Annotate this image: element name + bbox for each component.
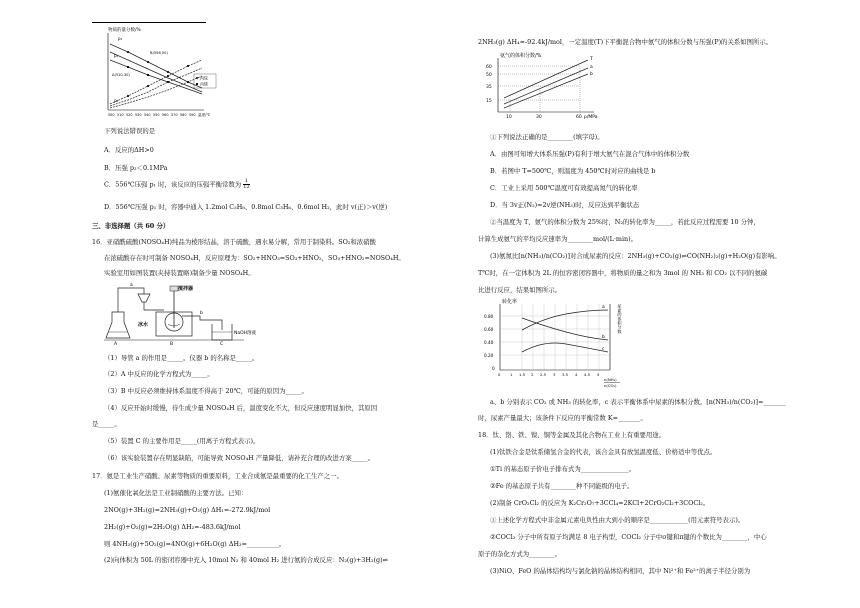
fig3-xticks (506, 114, 582, 120)
fig1-xtick: 530 (135, 113, 142, 117)
fig1-xlabel: 温度/℃ (198, 113, 211, 117)
fig4-grid (500, 304, 610, 370)
fig2-label-B: B (170, 342, 174, 346)
fig1-xtick: 500 (108, 113, 115, 117)
r-line-16: ①Ti 的基态原子价电子排布式为_______________。 (490, 465, 636, 473)
r-line-21: 原子的杂化方式为________。 (478, 550, 562, 558)
fig4-label-c: c (602, 347, 605, 352)
fig2-label-C: C (220, 342, 224, 346)
fig1-xtick: 580 (180, 113, 187, 117)
q15-option-c (104, 179, 250, 190)
fig2-label-stirrer: 搅拌器 (178, 286, 194, 292)
q16-sub-3: （3）B 中反应必须维持体系温度不得高于 20℃，可能的原因为_____。 (104, 387, 308, 395)
fig4-xtick: 2.5 (540, 372, 547, 377)
q15-option-c-text: C．556℃压强 p₁ 时，该反应的压强平衡常数为 (104, 180, 242, 189)
fig4-ytick: 0.80 (484, 314, 494, 319)
fig1-xtick: 560 (162, 113, 169, 117)
fig1-ylabel: 物质的量分数/% (108, 28, 141, 33)
r-line-7: ②当温度为 T、氨气的体积分数为 25%时，N₂的转化率为_____，若此反应过程需要 10 分钟， (490, 218, 760, 226)
fig2-funnel (138, 294, 150, 302)
fig3-ytick: 35 (486, 85, 492, 90)
r-line-22: (3)NiO、FeO 的晶体结构均与氯化钠的晶体结构相同，其中 Ni²⁺和 Fe²⁺的离子半径分别为 (490, 567, 751, 575)
r-line-15: (1)钛铁合金是钛系储氢合金的代表，该合金具有放氢温度低、价格适中等优点。 (490, 448, 717, 456)
fig4-ylabel: 转化率 (502, 299, 518, 305)
fig4-xtick: 4 (575, 372, 578, 377)
fig1-curve-propane-p2 (110, 52, 202, 92)
q16-sub-4a: （4）反应开始时缓慢，待生成少量 NOSO₄H 后，温度变化不大，但反应速度明显加快，其原因 (104, 404, 378, 412)
fig3-ytick: 60 (486, 65, 492, 70)
fig3-yticks (486, 64, 492, 104)
fig4-xlabel-num: n(NH₃) (604, 377, 617, 382)
fig2-label-a: a (130, 283, 133, 288)
fig3-chart (484, 50, 608, 122)
fig1-p2-label: p₂ (114, 53, 119, 58)
r-line-10: T℃时，在一定体积为 2L 的恒容密闭容器中，将物质的量之和为 3mol 的 NH₃ 和 CO₂ 以不同的氨碳 (478, 269, 768, 277)
q17-line-4: 2H₂(g)+O₂(g)=2H₂O(g) ΔH₂=-483.6kJ/mol (104, 523, 241, 531)
q17-line-3: 2NO(g)+3H₂(g)=2NH₃(g)+O₂(g) ΔH₁=-272.9kJ/mol (104, 506, 271, 514)
fig2-label-ice: 冰水 (138, 322, 149, 328)
fig4-ytick: 0.60 (484, 327, 494, 332)
fig3-label-b: b (590, 72, 593, 77)
fig4-xticks (498, 372, 600, 377)
fig3-ytick: 15 (486, 99, 492, 104)
fig2-apparatus (104, 282, 264, 346)
fig4-yticks (484, 314, 495, 371)
fig4-xtick: 0 (498, 372, 501, 377)
q16-sub-1: （1）导管 a 的作用是_____。仪器 b 的名称是_____。 (104, 354, 259, 362)
fig2-tube-a (118, 288, 144, 312)
fig4-chart (484, 296, 644, 390)
q17-line-2: (1)氨催化氧化法是工业制硝酸的主要方法。已知： (104, 489, 248, 497)
fig4-ytick: 0.20 (484, 353, 494, 358)
fig4-xtick: 4.5 (584, 372, 591, 377)
fig1-legend-propane: 丙烷 (200, 75, 208, 81)
fig1-p3-label: p₃ (114, 98, 119, 103)
q16-sub-4b: 是_____。 (92, 420, 121, 428)
r-line-4: B．若图中 T=500℃，则温度为 450℃时对应的曲线是 b (490, 167, 656, 175)
fig4-xtick: 3 (553, 372, 556, 377)
fig1-point-a: A(510,30) (112, 73, 130, 77)
fig2-tube-b (182, 316, 222, 330)
fig4-y2label: 尿素的体积分数 (617, 304, 623, 334)
r-line-5: C．工业上采用 500℃温度可有效提高氮气的转化率 (490, 184, 638, 192)
r-line-12: a、b 分别表示 CO₂ 或 NH₃ 的转化率，c 表示平衡体系中尿素的体积分数。[n(NH₃)/n(CO₂)]=_______ (490, 398, 786, 406)
q15-stem: 下列说法错误的是 (104, 127, 156, 135)
r-line-11: 比进行反应，结果如图所示。 (478, 286, 562, 294)
q15-option-b: B．压强 p₂＜0.1MPa (104, 164, 168, 172)
frac-num: 1 (244, 178, 249, 184)
q15-option-c-fraction (243, 179, 249, 190)
q16-sub-6: （6）该实验装置存在明显缺陷，可能导致 NOSO₄H 产量降低，请补充合理的改进方案_____。 (104, 454, 374, 462)
q15-option-d: D．556℃压强 p₁ 时，容器中通入 1.2mol C₃H₈、0.8mol C₃H₆、0.6mol H₂，此时 v(正)＞v(逆) (104, 203, 388, 211)
fig4-curve-c (522, 343, 608, 352)
fig1-xtick: 520 (126, 113, 133, 117)
fig1-xtick: 590 (189, 113, 196, 117)
fig3-xtick: 60 (576, 115, 582, 120)
fig4-curve-a (522, 310, 608, 330)
header-rule (92, 22, 206, 23)
fig4-xlabel-den: n(CO₂) (604, 383, 617, 388)
q16-sub-5: （5）装置 C 的主要作用是_____(用离子方程式表示)。 (104, 437, 260, 445)
fig4-ytick: 0 (492, 366, 495, 371)
fig3-xtick: 10 (506, 115, 512, 120)
r-line-9: (3)氨氮比[n(NH₃)/n(CO₂)]对合成尿素的反应：2NH₃(g)+CO₂(g)⇌CO(NH₂)₂(g)+H₂O(g)有影响。 (490, 252, 781, 260)
frac-den: 12 (243, 184, 250, 190)
fig4-ytick: 0.40 (484, 340, 494, 345)
r-line-18: (2)制备 CrO₂Cl₂ 的反应为 K₂Cr₂O₇+3CCl₄=2KCl+2CrO₂Cl₂+3COCl₂。 (490, 499, 710, 507)
r-line-3: A．由图可知增大体系压强(P)有利于增大氨气在混合气体中的体积分数 (490, 150, 690, 158)
fig3-xunit: p/MPa (584, 115, 598, 120)
r-line-14: 18．钛、铬、铁、镍、铜等金属及其化合物在工业上有重要用途。 (478, 431, 666, 439)
fig1-point-b: B(556,50) (150, 51, 168, 55)
r-line-6: D．当 3v正(N₂)=2v逆(NH₃)时，反应达到平衡状态 (490, 201, 640, 209)
fig1-markers (127, 51, 189, 97)
fig4-label-a: a (602, 305, 605, 310)
fig1-p1-label: p₁ (118, 36, 123, 41)
fig4-xtick: 1 (510, 372, 513, 377)
r-line-19: ①上述化学方程式中非金属元素电负性由大到小的顺序是____________(用元素符号表示)。 (490, 516, 745, 524)
fig3-xtick: 30 (536, 115, 542, 120)
fig2-flask-a (106, 312, 130, 338)
fig3-label-T: T (590, 57, 593, 62)
q16-line-2: 在浓硫酸存在时可制备 NOSO₄H，反应原理为：SO₂+HNO₃=SO₃+HNO₂，SO₃+HNO₂=NOSO₄H。 (104, 254, 405, 262)
q16-line-1: 16．亚硝酰硫酸(NOSO₄H)纯品为棱形结晶，溶于硫酸，遇水易分解，常用于制染料。SO₂和浓硝酸 (92, 238, 376, 246)
q17-line-6: (2)向体积为 50L 的密闭容器中充入 10mol N₂ 和 40mol H₂ 进行氨的合成反应：N₂(g)+3H₂(g)⇌ (104, 556, 388, 564)
r-line-2: ①下列说法正确的是________(填字母)。 (490, 133, 604, 141)
q15-option-a: A．反应的ΔH>0 (104, 146, 154, 154)
fig1-xtick: 550 (153, 113, 160, 117)
fig4-label-b: b (602, 335, 605, 340)
r-line-20: ②COCl₂ 分子中所有原子均满足 8 电子构型，COCl₂ 分子中σ键和π键的个数比为________，中心 (490, 533, 767, 541)
fig1-legend-propene: 丙烯 (200, 81, 208, 87)
q16-line-3: 实验室用如图装置(夹持装置略)制备少量 NOSO₄H。 (104, 269, 255, 277)
fig1-xtick: 570 (171, 113, 178, 117)
fig4-xtick: 1.5 (519, 372, 526, 377)
fig1-xtick: 540 (144, 113, 151, 117)
fig1-xtick: 510 (117, 113, 124, 117)
r-line-13: 时，尿素产量最大；该条件下反应的平衡常数 K=_______。 (478, 414, 647, 422)
fig1-chart (98, 24, 218, 122)
q16-sub-2: （2）A 中反应的化学方程式为_____。 (104, 370, 214, 378)
fig3-ytick: 50 (486, 73, 492, 78)
fig3-label-a: a (590, 65, 593, 70)
fig4-xtick: 3.5 (562, 372, 569, 377)
fig2-label-naoh: NaOH溶液 (234, 331, 257, 336)
r-line-1: 2NH₃(g) ΔH₄=-92.4kJ/mol，一定温度(T)下平衡混合物中氨气的体积分数与压强(P)的关系如图所示。 (478, 38, 773, 46)
fig3-ylabel: 氨气的体积分数/% (500, 53, 542, 59)
fig4-xtick: 5 (597, 372, 600, 377)
q17-line-5: 则 4NH₃(g)+5O₂(g)=4NO(g)+6H₂O(g) ΔH₃=__________。 (104, 540, 286, 548)
fig2-label-b: b (200, 311, 203, 316)
fig1-curve-propene-p3 (110, 76, 202, 108)
r-line-17: ②Fe 的基态原子共有________种不同能级的电子。 (490, 482, 634, 490)
fig1-xticks (108, 113, 195, 117)
fig2-label-A: A (114, 342, 118, 346)
section-3-heading: 三、非选择题（共 60 分） (92, 222, 170, 230)
r-line-8: 计算生成氨气的平均反应速率为________mol/(L·min)。 (478, 235, 638, 243)
q17-line-1: 17．氨是工业生产硝酸、尿素等物质的重要原料，工业合成氨是最重要的化工生产之一。 (92, 472, 343, 480)
fig4-xtick: 2 (531, 372, 534, 377)
